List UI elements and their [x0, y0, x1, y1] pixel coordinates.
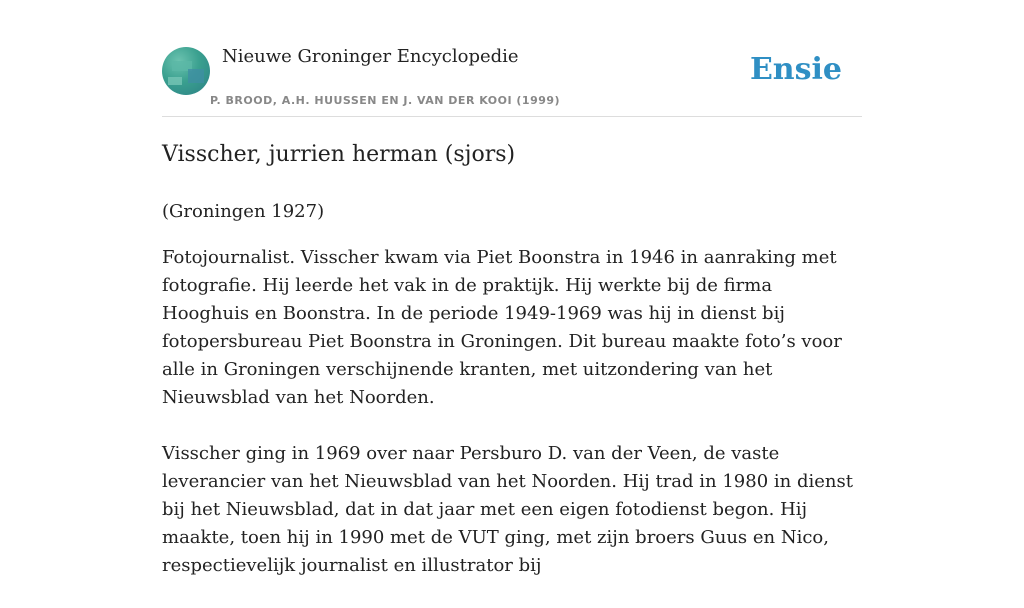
entry-paragraph: Visscher ging in 1969 over naar Persburo D. van der Veen, de vaste leverancier van het Nieuwsblad van het Noorden. Hij trad in 1980 in dienst bij het Nieuwsblad, dat in dat jaar met een eigen fotodienst begon. Hij maakte, toen hij in 1990 met de VUT ging, met zijn broers Guus en Nico, respectievelijk journalist en illustrator bij [162, 443, 853, 576]
book-authors: P. BROOD, A.H. HUUSSEN EN J. VAN DER KOOI (1999) [210, 94, 561, 107]
book-cover-icon[interactable] [162, 47, 210, 95]
header [162, 46, 862, 117]
entry-content [162, 140, 862, 608]
brand-logo[interactable]: Ensie [749, 52, 842, 87]
entry-paragraph: Fotojournalist. Visscher kwam via Piet Boonstra in 1946 in aanraking met fotografie. Hij leerde het vak in de praktijk. Hij werkte bij de firma Hooghuis en Boonstra. In de periode 1949-1969 was hij in dienst bij fotopersbureau Piet Boonstra in Groningen. Dit bureau maakte foto’s voor alle in Groningen verschijnende kranten, met uitzondering van het Nieuwsblad van het Noorden. [162, 247, 842, 408]
book-title[interactable]: Nieuwe Groninger Encyclopedie [222, 46, 519, 67]
entry-subtitle: (Groningen 1927) [162, 201, 325, 222]
entry-title: Visscher, jurrien herman (sjors) [162, 142, 516, 167]
